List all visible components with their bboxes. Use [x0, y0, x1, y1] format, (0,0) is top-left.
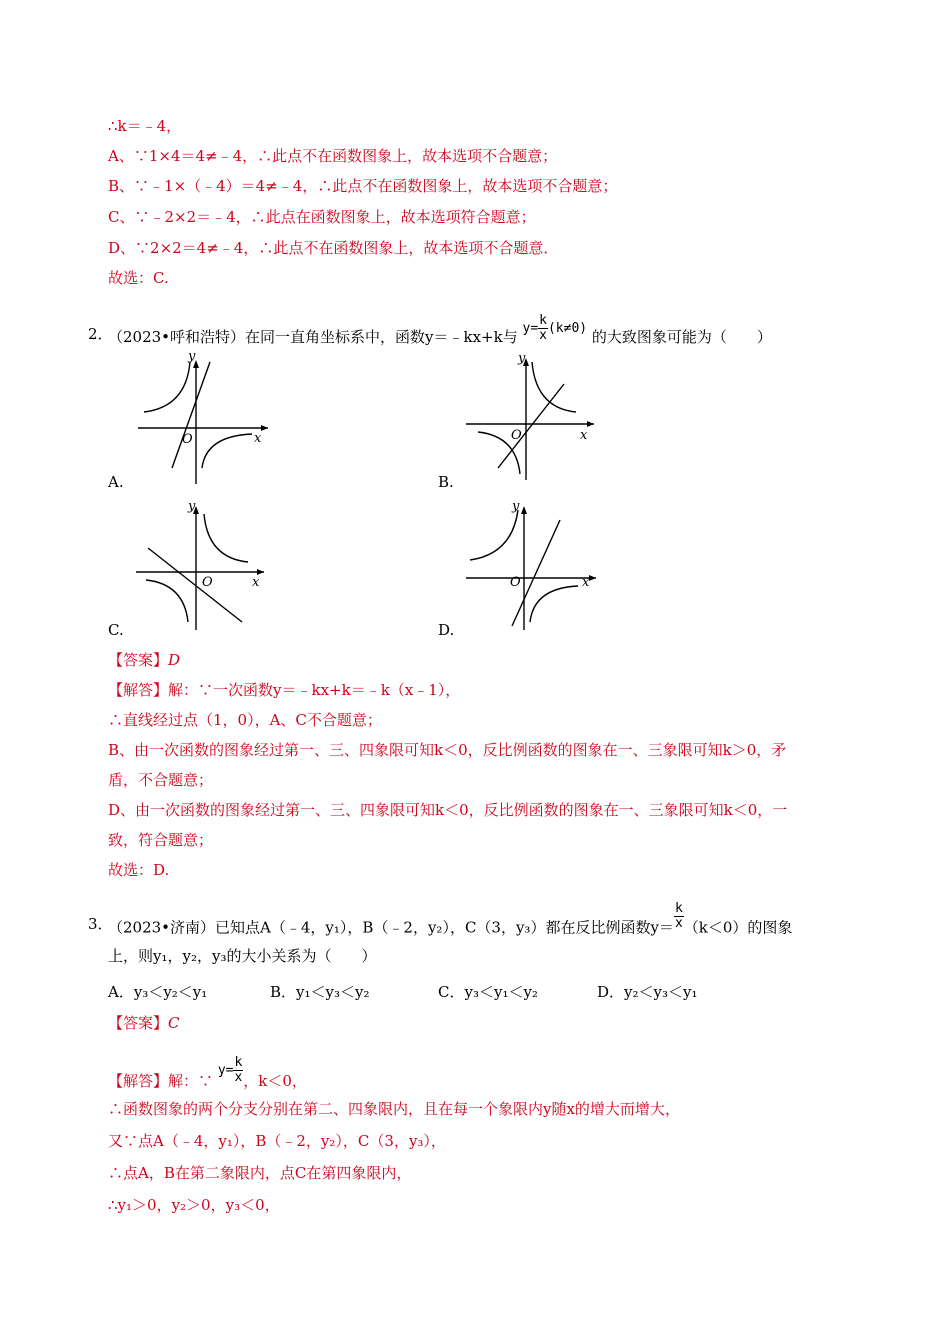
question-2-stem	[108, 313, 772, 353]
graph-a	[130, 350, 270, 486]
arrow-icon	[587, 421, 594, 427]
graph-d-line	[512, 520, 560, 626]
option-a-label: A.	[108, 473, 124, 491]
q3-solution-formula-fraction	[233, 1056, 243, 1085]
q3-stem-pre: （2023•济南）已知点A（﹣4，y₁），B（﹣2，y₂），C（3，y₃）都在反比例函数y＝	[108, 918, 674, 937]
graph-b-x-label: x	[580, 428, 588, 443]
graph-b-y-label: y	[518, 351, 526, 366]
q3-option-b: B．y₁＜y₃＜y₂	[270, 983, 370, 1001]
option-b-label: B.	[438, 473, 454, 491]
arrow-icon	[589, 575, 596, 581]
graph-b-hyperbola-branch	[532, 362, 576, 412]
graph-c-hyperbola-branch	[146, 580, 188, 622]
graph-a-y-label: y	[188, 350, 196, 364]
q2-solution-line: ∴直线经过点（1，0），A、C不合题意；	[108, 711, 382, 729]
q3-solution-line: ∴函数图象的两个分支分别在第二、四象限内，且在每一个象限内y随x的增大而增大，	[108, 1100, 680, 1118]
question-3-stem-line2: 上，则y₁，y₂，y₃的大小关系为（ ）	[108, 947, 377, 965]
graph-b-origin-label: O	[511, 428, 522, 443]
q3-solution-line: ∴y₁＞0，y₂＞0，y₃＜0，	[108, 1196, 280, 1214]
q2-stem-post: 的大致图象可能为（ ）	[591, 328, 772, 346]
question-3-number: 3．	[88, 915, 113, 933]
q3-option-a: A．y₃＜y₂＜y₁	[108, 983, 208, 1001]
prev-solution-line: B、∵﹣1×（﹣4）＝4≠﹣4，∴此点不在函数图象上，故本选项不合题意；	[108, 177, 618, 195]
q2-answer	[108, 650, 180, 670]
q3-formula-num: k	[674, 901, 683, 916]
graph-a-origin-label: O	[182, 432, 193, 447]
q2-solution-line: 故选：D.	[108, 861, 170, 879]
prev-solution-line: 故选：C.	[108, 269, 169, 287]
question-3-stem	[108, 901, 793, 943]
arrow-icon	[521, 506, 527, 514]
q3-solution-line	[108, 1055, 307, 1097]
graph-b-line	[498, 384, 564, 468]
question-2-number: 2．	[88, 325, 113, 343]
q3-solution-formula	[218, 1056, 243, 1085]
graph-d-hyperbola-branch	[470, 510, 518, 560]
q2-answer-label: 【答案】	[108, 651, 169, 669]
q3-answer	[108, 1013, 180, 1033]
q2-answer-value: D	[168, 651, 181, 669]
graph-c-hyperbola-branch	[204, 514, 248, 562]
q3-option-c: C．y₃＜y₁＜y₂	[438, 983, 538, 1001]
graph-a-hyperbola-branch	[202, 434, 252, 468]
graph-a-line	[172, 362, 210, 468]
graph-d-origin-label: O	[510, 575, 521, 590]
q3-option-d: D．y₂＜y₃＜y₁	[597, 983, 698, 1001]
q2-solution-line: 致，符合题意；	[108, 831, 214, 849]
graph-a-x-label: x	[254, 431, 262, 446]
q2-formula-num: k	[539, 313, 547, 328]
q3-stem-post: （k＜0）的图象	[683, 918, 793, 937]
graph-a-hyperbola-branch	[144, 362, 190, 412]
q3-formula-fraction	[674, 902, 684, 931]
graph-d	[460, 498, 600, 634]
graph-c	[130, 498, 270, 634]
q2-formula-cond: (k≠0)	[547, 321, 588, 336]
q3-solution-label: 【解答】	[108, 1072, 169, 1090]
q2-solution-line: B、由一次函数的图象经过第一、三、四象限可知k＜0，反比例函数的图象在一、三象限可知k＞0，矛	[108, 741, 787, 759]
graph-c-origin-label: O	[202, 575, 213, 590]
q2-solution-label: 【解答】	[108, 681, 169, 699]
q2-solution-line: 盾，不合题意；	[108, 771, 214, 789]
q3-solution-line: ∴点A，B在第二象限内，点C在第四象限内，	[108, 1164, 412, 1182]
q2-formula-den: x	[539, 328, 547, 343]
q3-formula-den: x	[674, 916, 683, 931]
graph-b	[460, 350, 600, 486]
q2-formula-fraction	[538, 314, 548, 343]
q2-solution-text: 解：∵一次函数y＝﹣kx+k＝﹣k（x﹣1），	[168, 681, 461, 699]
q3-solution-line: 又∵点A（﹣4，y₁），B（﹣2，y₂），C（3，y₃），	[108, 1132, 446, 1150]
q3-answer-value: C	[168, 1014, 180, 1032]
graph-c-y-label: y	[188, 499, 196, 514]
q2-solution-line	[108, 680, 460, 700]
q2-formula-y: y=	[522, 321, 539, 336]
q2-formula	[523, 314, 588, 343]
q3-solution-formula-y: y=	[217, 1063, 234, 1078]
prev-solution-line: ∴k＝﹣4，	[108, 117, 182, 135]
q3-solution-pre: 解：∵	[168, 1072, 214, 1090]
graph-d-hyperbola-branch	[530, 586, 578, 622]
q2-solution-line: D、由一次函数的图象经过第一、三、四象限可知k＜0，反比例函数的图象在一、三象限可知k＜0，一	[108, 801, 788, 819]
graph-d-y-label: y	[512, 499, 520, 514]
graph-d-x-label: x	[582, 575, 590, 590]
prev-solution-line: C、∵﹣2×2＝﹣4，∴此点在函数图象上，故本选项符合题意；	[108, 208, 536, 226]
option-d-label: D.	[438, 621, 455, 639]
q3-answer-label: 【答案】	[108, 1014, 169, 1032]
prev-solution-line: A、∵1×4＝4≠﹣4，∴此点不在函数图象上，故本选项不合题意；	[108, 147, 558, 165]
graph-c-x-label: x	[252, 575, 260, 590]
q2-stem-pre: （2023•呼和浩特）在同一直角坐标系中，函数y＝﹣kx+k与	[108, 328, 518, 346]
q3-solution-formula-num: k	[234, 1055, 243, 1070]
q3-solution-post: ，k＜0，	[243, 1072, 307, 1090]
option-c-label: C.	[108, 621, 124, 639]
arrow-icon	[261, 425, 268, 431]
q3-solution-formula-den: x	[234, 1070, 243, 1085]
graph-c-line	[148, 548, 242, 622]
prev-solution-line: D、∵2×2＝4≠﹣4，∴此点不在函数图象上，故本选项不合题意．	[108, 239, 559, 257]
